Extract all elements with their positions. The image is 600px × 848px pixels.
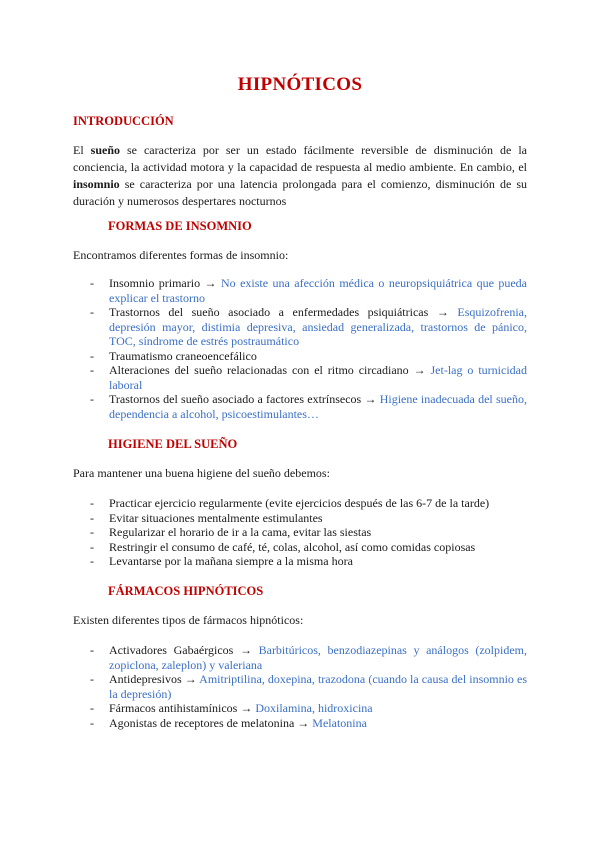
arrow-icon: → bbox=[364, 392, 380, 406]
page-title: HIPNÓTICOS bbox=[237, 74, 363, 95]
section-heading-introduccion: INTRODUCCIÓN bbox=[73, 114, 174, 128]
farmacos-intro: Existen diferentes tipos de fármacos hipnóticos: bbox=[73, 613, 304, 627]
list-item bbox=[73, 276, 527, 305]
item-text: Activadores Gabaérgicos bbox=[109, 643, 240, 657]
item-text: Trastornos del sueño asociado a enfermedades psiquiátricas bbox=[109, 305, 437, 319]
list-item bbox=[73, 672, 527, 701]
list-item bbox=[73, 349, 527, 364]
arrow-icon: → bbox=[204, 276, 221, 290]
intro-paragraph bbox=[73, 142, 527, 210]
item-detail: Esquizofrenia, depresión mayor, distimia depresiva, ansiedad generalizada, trastornos de pánico, TOC, síndrome de estrés postraumático bbox=[109, 305, 527, 348]
higiene-intro: Para mantener una buena higiene del sueño debemos: bbox=[73, 466, 330, 480]
intro-text-e: se caracteriza por una latencia prolongada para el comienzo, disminución de su duración y numerosos despertares nocturnos bbox=[73, 177, 527, 208]
higiene-list bbox=[73, 496, 527, 569]
list-item bbox=[73, 305, 527, 349]
arrow-icon: → bbox=[413, 363, 431, 377]
term-insomnio: insomnio bbox=[73, 177, 120, 191]
item-text: Traumatismo craneoencefálico bbox=[109, 348, 257, 363]
item-detail: Doxilamina, hidroxicina bbox=[255, 701, 373, 715]
list-item: - Practicar ejercicio regularmente (evite ejercicios después de las 6-7 de la tarde) bbox=[73, 496, 527, 511]
section-heading-farmacos: FÁRMACOS HIPNÓTICOS bbox=[108, 584, 264, 598]
farmacos-list bbox=[73, 643, 527, 730]
item-text: Antidepresivos bbox=[109, 672, 185, 686]
list-item bbox=[73, 363, 527, 392]
item-detail: Higiene inadecuada del sueño, dependencia a alcohol, psicoestimulantes… bbox=[109, 392, 527, 421]
arrow-icon: → bbox=[436, 305, 458, 319]
intro-text-a: El bbox=[73, 143, 91, 157]
list-item: - Regularizar el horario de ir a la cama, evitar las siestas bbox=[73, 525, 527, 540]
list-item: - Levantarse por la mañana siempre a la misma hora bbox=[73, 554, 527, 569]
section-heading-higiene: HIGIENE DEL SUEÑO bbox=[108, 437, 238, 451]
list-item bbox=[73, 701, 527, 716]
item-text: Agonistas de receptores de melatonina bbox=[109, 715, 298, 730]
item-detail: Barbitúricos, benzodiazepinas y análogos (zolpidem, zopiclona, zaleplon) y valeriana bbox=[109, 643, 528, 672]
list-item bbox=[73, 392, 527, 421]
arrow-icon: → bbox=[297, 715, 313, 730]
list-item bbox=[73, 716, 527, 731]
section-heading-formas-insomnio: FORMAS DE INSOMNIO bbox=[108, 219, 252, 233]
insomnio-list bbox=[73, 276, 527, 421]
intro-text-c: se caracteriza por ser un estado fácilmente reversible de disminución de la conciencia, la actividad motora y la capacidad de respuesta al medio ambiente. En cambio, el bbox=[73, 143, 527, 174]
list-item: - Restringir el consumo de café, té, colas, alcohol, así como comidas copiosas bbox=[73, 540, 527, 555]
arrow-icon: → bbox=[239, 643, 259, 657]
item-detail: Amitriptilina, doxepina, trazodona (cuando la causa del insomnio es la depresión) bbox=[109, 672, 527, 701]
term-sueno: sueño bbox=[90, 143, 120, 157]
item-text: Insomnio primario bbox=[109, 276, 205, 290]
insomnio-intro: Encontramos diferentes formas de insomnio: bbox=[73, 248, 289, 262]
arrow-icon: → bbox=[184, 672, 200, 686]
list-item bbox=[73, 643, 527, 672]
item-text: Alteraciones del sueño relacionadas con el ritmo circadiano bbox=[109, 363, 414, 377]
list-item: - Evitar situaciones mentalmente estimulantes bbox=[73, 511, 527, 526]
item-text: Trastornos del sueño asociado a factores extrínsecos bbox=[109, 392, 365, 406]
item-detail: No existe una afección médica o neuropsiquiátrica que pueda explicar el trastorno bbox=[109, 276, 528, 305]
item-text: Fármacos antihistamínicos bbox=[109, 701, 241, 715]
item-detail: Jet-lag o turnicidad laboral bbox=[109, 363, 527, 392]
arrow-icon: → bbox=[240, 701, 256, 715]
item-detail: Melatonina bbox=[312, 715, 367, 730]
